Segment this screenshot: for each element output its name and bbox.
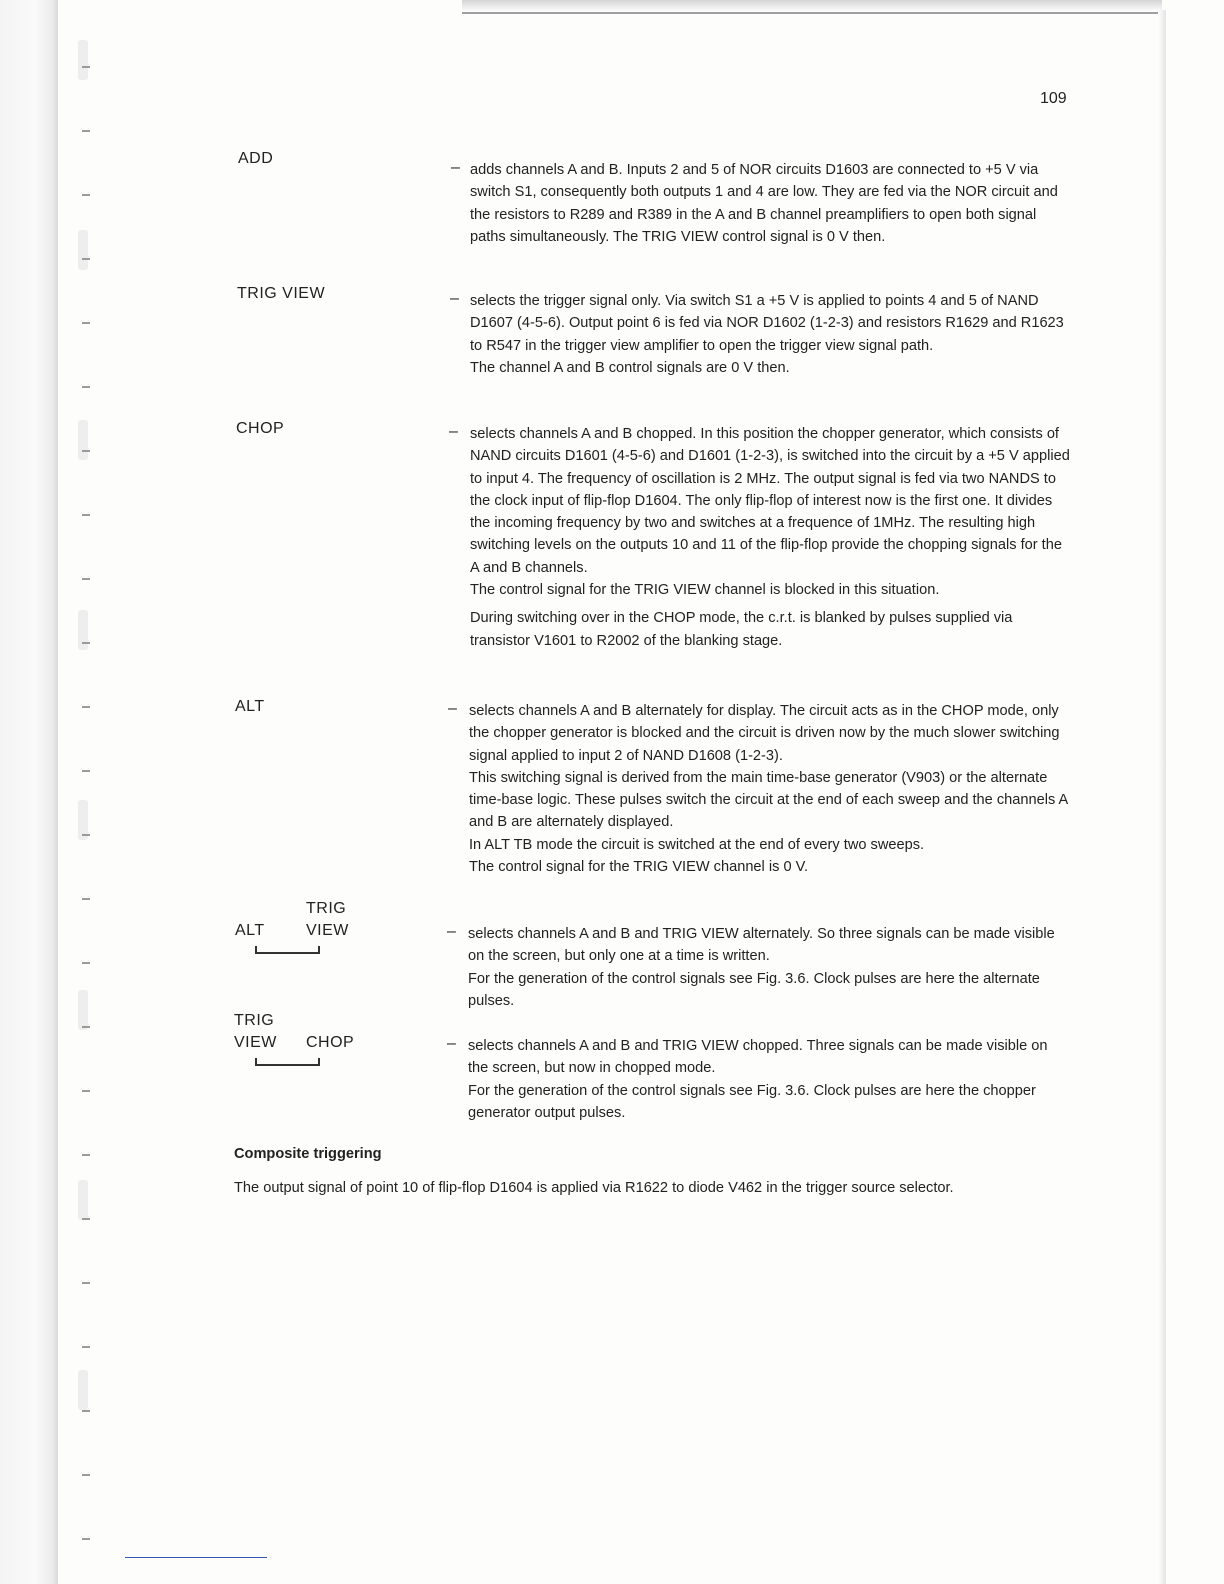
mode-label-view: VIEW (306, 922, 349, 939)
description-paragraph: This switching signal is derived from the main time-base generator (V903) or the alternate time-base logic. These pulses switch the circuit at the end of each sweep and the channels A and B are alternately displayed. (469, 769, 1068, 831)
description-paragraph: The control signal for the TRIG VIEW channel is blocked in this situation. (470, 582, 940, 599)
combination-bracket (255, 1058, 320, 1066)
binding-mark (78, 420, 88, 460)
binding-tick (82, 1346, 90, 1348)
description-paragraph: In ALT TB mode the circuit is switched at the end of every two sweeps. (469, 836, 925, 853)
description-paragraph: adds channels A and B. Inputs 2 and 5 of NOR circuits D1603 are connected to +5 V via switch S1, consequently both outputs 1 and 4 are low. They are fed via the NOR circuit and the resistors to R289 and R389 in the A and B channel preamplifiers to open both signal paths simultaneously. The TRIG VIEW control signal is 0 V then. (470, 162, 1058, 245)
description-paragraph: selects channels A and B alternately for display. The circuit acts as in the CHOP mode, only the chopper generator is blocked and the circuit is driven now by the much slower switching signal applied to input 2 of NAND D1608 (1-2-3). (469, 703, 1060, 764)
combination-bracket (255, 946, 320, 954)
binding-tick (82, 1090, 90, 1092)
page-number: 109 (1040, 90, 1067, 107)
binding-mark (78, 40, 88, 80)
binding-tick (82, 322, 90, 324)
binding-edge (0, 0, 58, 1584)
list-dash: – (449, 423, 458, 440)
binding-mark (78, 1370, 88, 1410)
mode-label-trig-view: TRIG VIEW (237, 285, 326, 302)
section-heading: Composite triggering (234, 1146, 382, 1162)
list-dash: – (451, 159, 460, 176)
description-paragraph: The control signal for the TRIG VIEW channel is 0 V. (469, 859, 809, 876)
right-page-edge (1158, 10, 1166, 1584)
binding-tick (82, 66, 90, 68)
description-paragraph: selects the trigger signal only. Via switch S1 a +5 V is applied to points 4 and 5 of NAND D1607 (4-5-6). Output point 6 is fed via NOR D1602 (1-2-3) and resistors R1629 and R1623 to R547 in the trigger view amplifier to open the trigger view signal path. (470, 293, 1064, 354)
binding-tick (82, 514, 90, 516)
binding-mark (78, 990, 88, 1030)
binding-tick (82, 1474, 90, 1476)
description-paragraph: During switching over in the CHOP mode, the c.r.t. is blanked by pulses supplied via transistor V1601 to R2002 of the blanking stage. (470, 610, 1013, 649)
mode-label-alt-combined: ALT (235, 922, 265, 939)
mode-label-trig: TRIG (306, 900, 347, 917)
description-paragraph: selects channels A and B and TRIG VIEW alternately. So three signals can be made visible on the screen, but only one at a time is written. (468, 926, 1055, 965)
description-add (470, 159, 1070, 248)
list-dash: – (450, 290, 459, 307)
binding-tick (82, 706, 90, 708)
description-paragraph: selects channels A and B and TRIG VIEW chopped. Three signals can be made visible on the screen, but now in chopped mode. (468, 1038, 1048, 1077)
binding-mark (78, 1180, 88, 1220)
binding-tick (82, 1154, 90, 1156)
list-dash: – (447, 1035, 456, 1052)
binding-tick (82, 258, 90, 260)
binding-tick (82, 834, 90, 836)
description-trig-view-chop (468, 1035, 1068, 1124)
description-trig-view (470, 290, 1070, 379)
binding-mark (78, 610, 88, 650)
binding-tick (82, 1282, 90, 1284)
description-paragraph: The channel A and B control signals are 0 V then. (470, 359, 790, 376)
binding-tick (82, 1026, 90, 1028)
binding-tick (82, 642, 90, 644)
binding-tick (82, 130, 90, 132)
mode-label-add: ADD (238, 150, 274, 167)
description-paragraph: For the generation of the control signals see Fig. 3.6. Clock pulses are here the chopper generator output pulses. (468, 1082, 1036, 1121)
binding-tick (82, 898, 90, 900)
binding-tick (82, 578, 90, 580)
mode-label-chop-combined: CHOP (306, 1034, 355, 1051)
mode-label-view: VIEW (234, 1034, 277, 1051)
section-body: The output signal of point 10 of flip-flop D1604 is applied via R1622 to diode V462 in the trigger source selector. (234, 1180, 954, 1196)
binding-mark (78, 230, 88, 270)
binding-tick (82, 386, 90, 388)
top-edge-rule (462, 0, 1162, 14)
mode-label-trig: TRIG (234, 1012, 275, 1029)
binding-tick (82, 962, 90, 964)
description-alt (469, 700, 1069, 878)
binding-tick (82, 194, 90, 196)
description-paragraph: selects channels A and B chopped. In this position the chopper generator, which consists of NAND circuits D1601 (4-5-6) and D1601 (1-2-3), is switched into the circuit by a +5 V applied to input 4. The frequency of oscillation is 2 MHz. The output signal is fed via two NANDS to the clock input of flip-flop D1604. The only flip-flop of interest now is the first one. It divides the incoming frequency by two and switches at a frequence of 1MHz. The resulting high switching levels on the outputs 10 and 11 of the flip-flop provide the chopping signals for the A and B channels. (470, 426, 1070, 576)
description-alt-trig-view (468, 923, 1068, 1012)
binding-tick (82, 450, 90, 452)
binding-tick (82, 770, 90, 772)
list-dash: – (447, 923, 456, 940)
footnote-rule (125, 1557, 267, 1558)
mode-label-alt: ALT (235, 698, 265, 715)
description-paragraph: For the generation of the control signals see Fig. 3.6. Clock pulses are here the alternate pulses. (468, 970, 1040, 1009)
list-dash: – (448, 700, 457, 717)
binding-tick (82, 1218, 90, 1220)
description-chop (470, 423, 1070, 652)
binding-tick (82, 1538, 90, 1540)
binding-tick (82, 1410, 90, 1412)
mode-label-chop: CHOP (236, 420, 285, 437)
